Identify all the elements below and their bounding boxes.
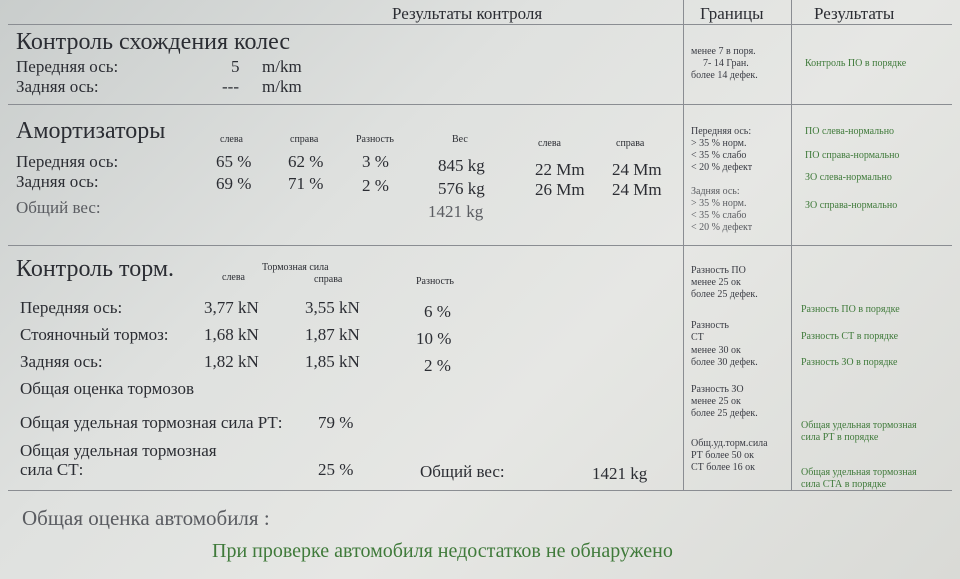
shocks-col-right-m: справа [616,138,645,149]
shocks-rear-label: Задняя ось: [16,172,99,191]
limits-column-divider [683,0,684,490]
shocks-col-left-m: слева [538,138,561,149]
shocks-col-right: справа [290,134,319,145]
shocks-rear-diff: 2 % [362,176,389,195]
shocks-rear-weight: 576 kg [438,179,485,198]
brakes-st-value: 25 % [318,460,354,479]
shocks-limit: < 35 % слабо [691,150,747,161]
brakes-front-diff: 6 % [424,302,451,321]
brakes-limit-st: менее 30 ок [691,345,741,356]
shocks-limit: < 35 % слабо [691,210,747,221]
brakes-limit-zo: более 25 дефек. [691,408,758,419]
brakes-col-force: Тормозная сила [262,262,329,273]
brakes-limit-st: более 30 дефек. [691,357,758,368]
brakes-limit-total: РТ более 50 ок [691,450,754,461]
alignment-front-unit: m/km [262,57,302,76]
alignment-rear-unit: m/km [262,77,302,96]
shocks-title: Амортизаторы [16,118,166,144]
header-divider [8,24,952,25]
brakes-front-label: Передняя ось: [20,298,123,317]
brakes-front-right: 3,55 kN [305,298,360,317]
brakes-parking-label: Стояночный тормоз: [20,325,169,344]
brakes-rear-label: Задняя ось: [20,352,103,371]
shocks-rear-right: 71 % [288,174,324,193]
brakes-parking-left: 1,68 kN [204,325,259,344]
shocks-front-weight: 845 kg [438,156,485,175]
shocks-limit: Задняя ось: [691,186,740,197]
brakes-result-rt: сила РТ в порядке [801,432,879,443]
brakes-result-st: сила СТА в порядке [801,479,887,490]
brakes-result: Разность СТ в порядке [801,331,899,342]
brakes-title: Контроль торм. [16,256,175,282]
brakes-parking-right: 1,87 kN [305,325,360,344]
header-limits: Границы [700,4,764,23]
shocks-result: ПО слева-нормально [805,126,895,137]
alignment-front-label: Передняя ось: [16,57,119,76]
brakes-rear-right: 1,85 kN [305,352,360,371]
brakes-rear-diff: 2 % [424,356,451,375]
brakes-limit-st: СТ [691,332,704,343]
shocks-limit: Передняя ось: [691,126,752,137]
shocks-rear-left-m: 26 Mm [535,180,585,199]
brakes-result: Разность ЗО в порядке [801,357,898,368]
alignment-limit: менее 7 в поря. [691,46,756,57]
brakes-total-value: 1421 kg [592,464,648,483]
shocks-front-right-m: 24 Mm [612,160,662,179]
shocks-front-label: Передняя ось: [16,152,119,171]
brakes-st-label-2: сила СТ: [20,460,84,479]
section-divider-1 [8,104,952,105]
brakes-total-label: Общий вес: [420,462,505,481]
shocks-result: ЗО справа-нормально [805,200,898,211]
brakes-col-left: слева [222,272,245,283]
shocks-limit: > 35 % норм. [691,198,747,209]
shocks-rear-left: 69 % [216,174,252,193]
alignment-rear-label: Задняя ось: [16,77,99,96]
shocks-total-label: Общий вес: [16,198,101,217]
shocks-front-left: 65 % [216,152,252,171]
header-results: Результаты [814,4,895,23]
brakes-st-label-1: Общая удельная тормозная [20,441,217,460]
shocks-col-weight: Вес [452,134,468,145]
section-divider-3 [8,490,952,491]
shocks-limit: > 35 % норм. [691,138,747,149]
brakes-front-left: 3,77 kN [204,298,259,317]
results-column-divider [791,0,792,490]
alignment-rear-value: --- [222,77,239,96]
alignment-limit: более 14 дефек. [691,70,758,81]
shocks-result: ПО справа-нормально [805,150,900,161]
header-control-results: Результаты контроля [392,4,543,23]
shocks-rear-right-m: 24 Mm [612,180,662,199]
shocks-col-left: слева [220,134,243,145]
shocks-total-value: 1421 kg [428,202,484,221]
brakes-limit-po: более 25 дефек. [691,289,758,300]
brakes-limit-st: Разность [691,320,729,331]
brakes-rt-label: Общая удельная тормозная сила РТ: [20,413,283,432]
brakes-parking-diff: 10 % [416,329,452,348]
alignment-title: Контроль схождения колес [16,29,291,55]
brakes-result-st: Общая удельная тормозная [801,467,917,478]
brakes-limit-zo: Разность ЗО [691,384,744,395]
section-divider-2 [8,245,952,246]
brakes-rear-left: 1,82 kN [204,352,259,371]
alignment-front-value: 5 [231,57,240,76]
shocks-front-right: 62 % [288,152,324,171]
alignment-result: Контроль ПО в порядке [805,58,907,69]
brakes-limit-po: менее 25 ок [691,277,741,288]
overall-verdict: При проверке автомобиля недостатков не обнаружено [212,540,673,562]
alignment-limit: 7- 14 Гран. [703,58,749,69]
brakes-limit-po: Разность ПО [691,265,746,276]
shocks-front-left-m: 22 Mm [535,160,585,179]
shocks-limit: < 20 % дефект [691,162,753,173]
shocks-col-diff: Разность [356,134,394,145]
brakes-col-right: справа [314,274,343,285]
brakes-result-rt: Общая удельная тормозная [801,420,917,431]
brakes-result: Разность ПО в порядке [801,304,900,315]
brakes-limit-total: СТ более 16 ок [691,462,755,473]
brakes-col-diff: Разность [416,276,454,287]
brakes-rt-value: 79 % [318,413,354,432]
brakes-limit-zo: менее 25 ок [691,396,741,407]
shocks-limit: < 20 % дефект [691,222,753,233]
shocks-front-diff: 3 % [362,152,389,171]
overall-label: Общая оценка автомобиля : [22,506,270,530]
shocks-result: ЗО слева-нормально [805,172,892,183]
brakes-limit-total: Общ.уд.торм.сила [691,438,768,449]
brakes-overall-label: Общая оценка тормозов [20,379,195,398]
